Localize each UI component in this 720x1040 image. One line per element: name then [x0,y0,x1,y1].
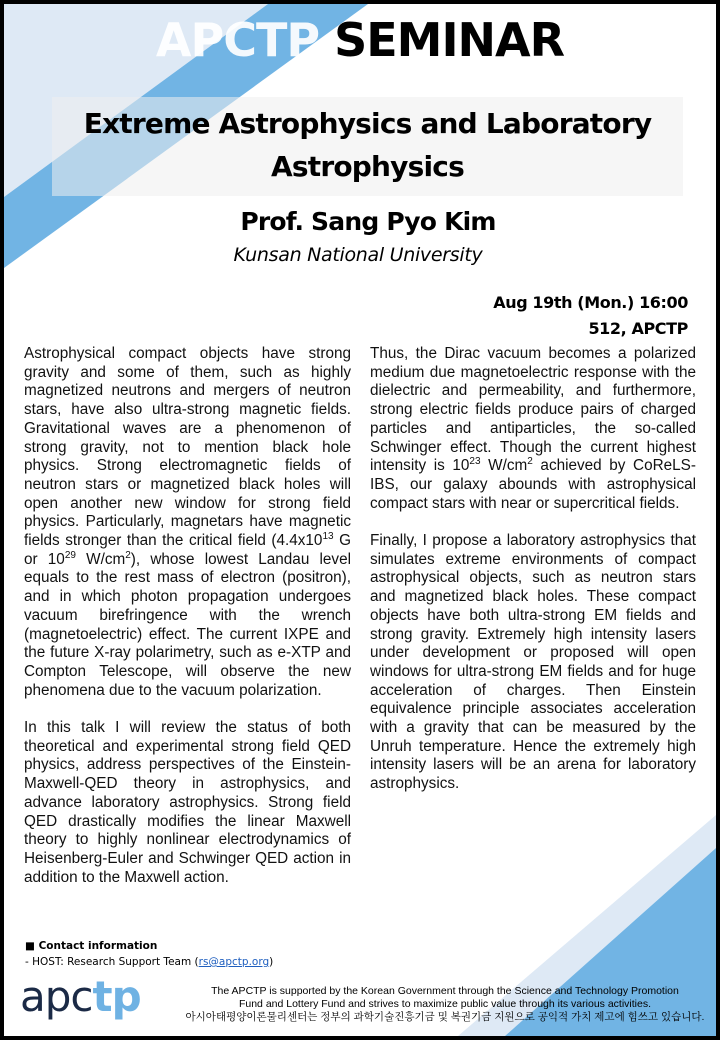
text: Thus, the Dirac vacuum becomes a polarized medium due magnetoelectric response with the dielectric and permeability, and furthermore, strong electric fields produce pairs of charged particles and antiparticles, the so-called Schwinger effect. Though the current highest intensity is 10 [370,345,696,475]
text: ), whose lowest Landau level equals to the rest mass of electron (positron), and in which photon propagation undergoes vacuum birefringence with the wrench (magnetoelectric) effect. The current IXPE and the future X-ray polarimetry, such as e-XTP and Compton Telescope, will observe the new phenomena due to the vacuum polarization. [24,550,351,699]
header-apctp: APCTP [155,13,320,67]
abstract-right-column [370,345,696,813]
abstract-left-column [24,345,351,906]
text: Astrophysical compact objects have strong gravity and some of them, such as highly magnetized neutrons and mergers of neutron stars, have also ultra-strong magnetic fields. Gravitational waves are a phenomenon of strong gravity, not to mention black hole physics. Strong electromagnetic fields of neutron stars or magnetized black holes will open another new window for strong field physics. Particularly, magnetars have magnetic fields stronger than the critical field (4.4x10 [24,345,351,550]
contact-host [25,954,273,970]
abstract-paragraph-4: Finally, I propose a laboratory astrophysics that simulates extreme environments of compact astrophysical objects, such as neutron stars and magnetized black holes. These compact objects have both ultra-strong EM fields and strong gravity. Extremely high intensity lasers under development or proposed will open windows for ultra-strong EM fields and for huge acceleration of charges. Then Einstein equivalence principle associates acceleration with a gravity that can be measured by the Unruh temperature. Hence the extremely high intensity lasers will be an arena for laboratory astrophysics. [370,532,696,793]
abstract-paragraph-2: In this talk I will review the status of both theoretical and experimental strong field QED physics, address perspectives of the Einstein-Maxwell-QED theory in astrophysics, and advance laboratory astrophysics. Strong field QED drastically modifies the linear Maxwell theory to highly nonlinear electrodynamics of Heisenberg-Euler and Schwinger QED action in addition to the Maxwell action. [24,719,351,886]
seminar-header [0,10,720,70]
datetime: Aug 19th (Mon.) 16:00 [493,293,688,312]
text: W/cm [75,550,126,568]
superscript: 23 [469,456,481,468]
superscript: 29 [64,549,76,561]
contact-info [25,938,273,970]
speaker-name: Prof. Sang Pyo Kim [240,207,496,236]
bullet-icon: ■ [25,940,35,952]
talk-title-line2: Astrophysics [271,150,464,183]
text: W/cm [480,457,528,475]
host-suffix: ) [269,956,274,968]
schedule [493,290,688,342]
logo-tp: tp [92,972,141,1021]
host-label: - HOST: Research Support Team ( [25,956,199,968]
contact-heading [25,938,273,954]
support-line-3: 아시아태평양이론물리센터는 정부의 과학기술진흥기금 및 복권기금 지원으로 공익적 가치 제고에 힘쓰고 있습니다. [185,1011,705,1023]
speaker-affiliation: Kunsan National University [233,244,483,266]
email-link[interactable]: rs@apctp.org [198,956,270,968]
apctp-logo [20,972,141,1022]
support-line-2: Fund and Lottery Fund and strives to maximize public value through its various activities. [238,998,652,1010]
venue: 512, APCTP [588,319,688,338]
superscript: 2 [125,549,131,561]
abstract-paragraph-1 [24,345,351,700]
header-seminar: SEMINAR [334,13,565,67]
talk-title-line1: Extreme Astrophysics and Laboratory [83,107,652,140]
contact-heading-text: Contact information [38,940,158,952]
superscript: 2 [527,456,533,468]
support-line-1: The APCTP is supported by the Korean Government through the Science and Technology Promotion [211,985,679,997]
superscript: 13 [322,531,334,543]
logo-apc: apc [20,972,93,1021]
abstract-paragraph-3 [370,345,696,513]
text: achieved by CoReLS-IBS, our galaxy abounds with astrophysical compact stars with near or supercritical fields. [370,457,696,512]
text: G or 10 [24,532,352,568]
talk-title [52,102,683,188]
support-statement [160,985,720,1024]
